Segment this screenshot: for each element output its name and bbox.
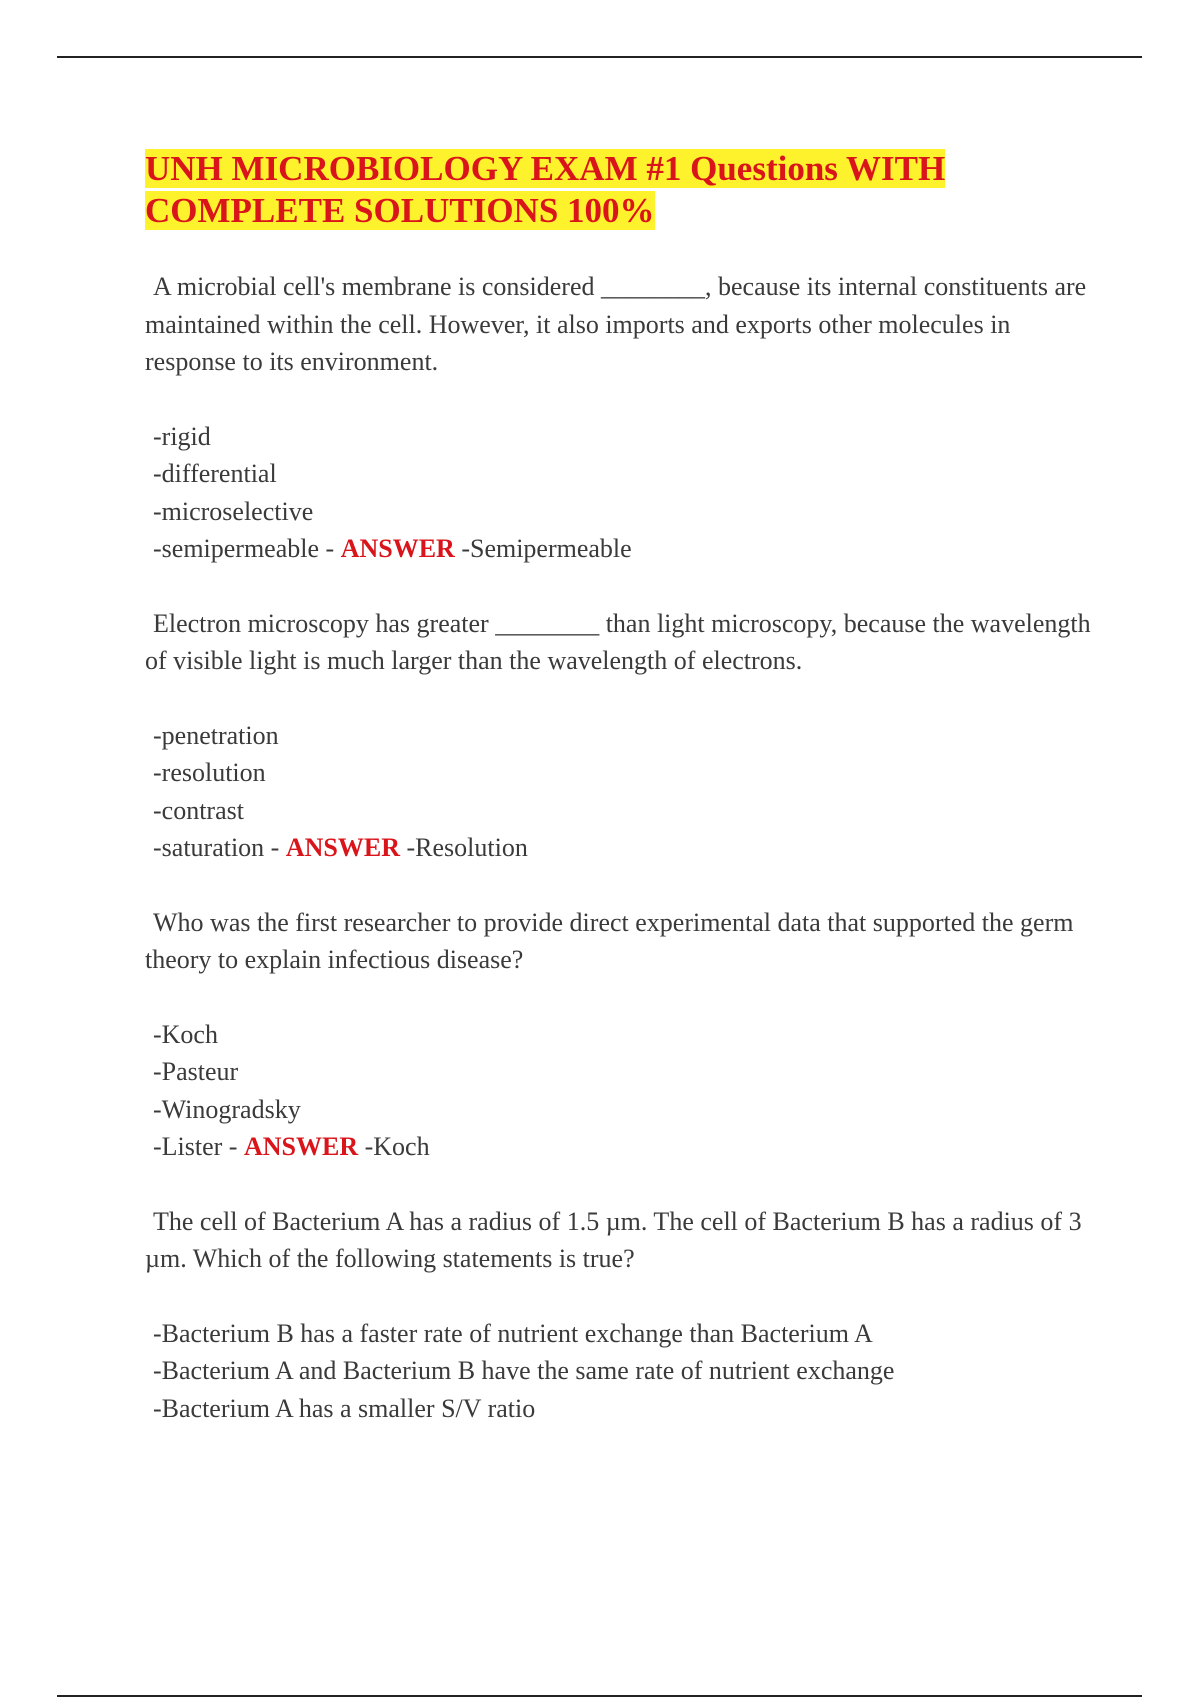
option-item: -Koch xyxy=(153,1019,218,1049)
option-item: -Bacterium A has a smaller S/V ratio xyxy=(153,1393,536,1423)
option-item-with-answer xyxy=(153,829,1105,867)
question-text: A microbial cell's membrane is considered ________, because its internal constituents are maintained within the cell. However, it also imports and exports other molecules in response to its environment. xyxy=(145,272,1087,376)
option-item: -Bacterium B has a faster rate of nutrient exchange than Bacterium A xyxy=(153,1318,873,1348)
question-text: The cell of Bacterium A has a radius of 1.5 µm. The cell of Bacterium B has a radius of 3 µm. Which of the following statements is true? xyxy=(145,1206,1082,1273)
option-item-with-answer xyxy=(153,530,1105,568)
question-block-3 xyxy=(145,904,1105,1166)
option-item: -contrast xyxy=(153,795,244,825)
option-text: -saturation - xyxy=(153,833,286,862)
option-text: -semipermeable - xyxy=(153,534,341,563)
page-bottom-rule xyxy=(57,1695,1142,1697)
title-line-1: UNH MICROBIOLOGY EXAM #1 Questions WITH xyxy=(145,149,946,188)
answer-value: -Koch xyxy=(358,1132,430,1161)
option-text: -Lister - xyxy=(153,1132,244,1161)
option-item-with-answer xyxy=(153,1128,1105,1166)
option-list xyxy=(145,418,1105,568)
answer-value: -Resolution xyxy=(399,833,528,862)
option-list xyxy=(145,1315,1105,1428)
option-item: -differential xyxy=(153,459,277,488)
option-item: -microselective xyxy=(153,496,314,526)
answer-label: ANSWER xyxy=(340,534,455,563)
option-item: -rigid xyxy=(153,421,211,451)
option-item: -Bacterium A and Bacterium B have the same rate of nutrient exchange xyxy=(153,1356,895,1385)
option-item: -penetration xyxy=(153,720,279,750)
option-item: -resolution xyxy=(153,758,266,787)
option-list xyxy=(145,1016,1105,1166)
answer-label: ANSWER xyxy=(285,833,400,862)
option-item: -Pasteur xyxy=(153,1057,239,1086)
question-text: Who was the first researcher to provide direct experimental data that supported the germ theory to explain infectious disease? xyxy=(145,907,1074,974)
document-title xyxy=(145,148,1105,232)
page-top-rule xyxy=(57,56,1142,58)
answer-value: -Semipermeable xyxy=(454,534,632,563)
question-block-2 xyxy=(145,605,1105,867)
document-page xyxy=(145,148,1105,1464)
option-list xyxy=(145,717,1105,867)
answer-label: ANSWER xyxy=(243,1132,359,1161)
question-block-4 xyxy=(145,1203,1105,1428)
option-item: -Winogradsky xyxy=(153,1094,301,1124)
question-block-1 xyxy=(145,268,1105,568)
title-line-2: COMPLETE SOLUTIONS 100% xyxy=(145,191,655,230)
question-text: Electron microscopy has greater ________ than light microscopy, because the wavelength of visible light is much larger than the wavelength of electrons. xyxy=(145,608,1091,675)
